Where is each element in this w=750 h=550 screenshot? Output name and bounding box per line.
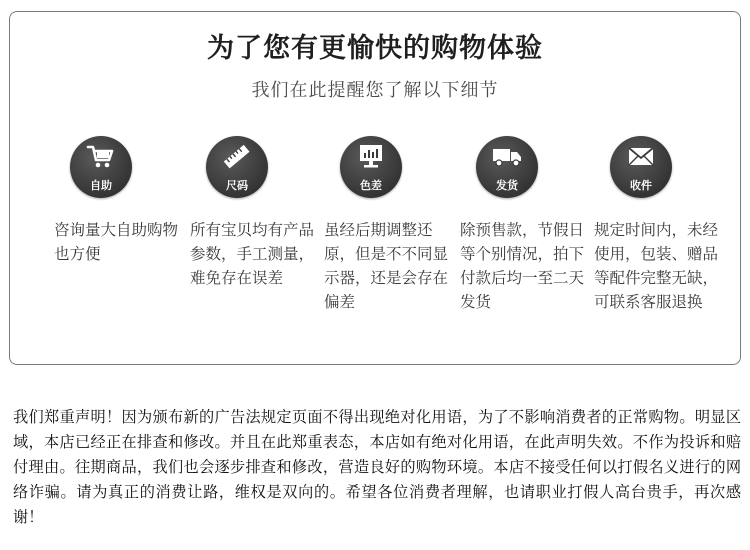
feature-badge-label: 自助 (90, 179, 112, 192)
feature-description: 规定时间内，未经使用，包装、赠品等配件完整无缺，可联系客服退换 (594, 221, 719, 311)
page-title: 为了您有更愉快的购物体验 (207, 33, 543, 64)
monitor-icon (355, 142, 387, 172)
feature-badge-label: 尺码 (226, 179, 248, 192)
cart-icon-badge (70, 136, 132, 198)
feature-description: 所有宝贝均有产品参数，手工测量，难免存在误差 (190, 221, 315, 287)
cart-icon (85, 142, 117, 172)
feature-badge-label: 收件 (630, 179, 652, 192)
feature-description: 咨询量大自助购物也方便 (54, 221, 179, 263)
feature-badge-label: 发货 (496, 179, 518, 192)
ruler-icon (221, 142, 253, 172)
page-subtitle: 我们在此提醒您了解以下细节 (251, 80, 499, 101)
feature-description: 除预售款，节假日等个别情况，拍下付款后均一至二天发货 (460, 221, 585, 311)
truck-icon (491, 142, 523, 172)
monitor-icon-badge (340, 136, 402, 198)
feature-badge-label: 色差 (360, 179, 382, 192)
feature-description: 虽经后期调整还原，但是不不同显示器，还是会存在偏差 (324, 221, 449, 311)
ruler-icon-badge (206, 136, 268, 198)
envelope-icon (625, 142, 657, 172)
truck-icon-badge (476, 136, 538, 198)
envelope-icon-badge (610, 136, 672, 198)
feature-list (48, 136, 718, 356)
disclaimer-notice: 我们郑重声明！因为颁布新的广告法规定页面不得出现绝对化用语，为了不影响消费者的正常购物。明显区域，本店已经正在排查和修改。并且在此郑重表态，本店如有绝对化用语，在此声明失效。不作为投诉和赔付理由。往期商品，我们也会逐步排查和修改，营造良好的购物环境。本店不接受任何以打假名义进行的网络诈骗。请为真正的消费让路，维权是双向的。希望各位消费者理解，也请职业打假人高台贵手，再次感谢！ (13, 408, 741, 526)
